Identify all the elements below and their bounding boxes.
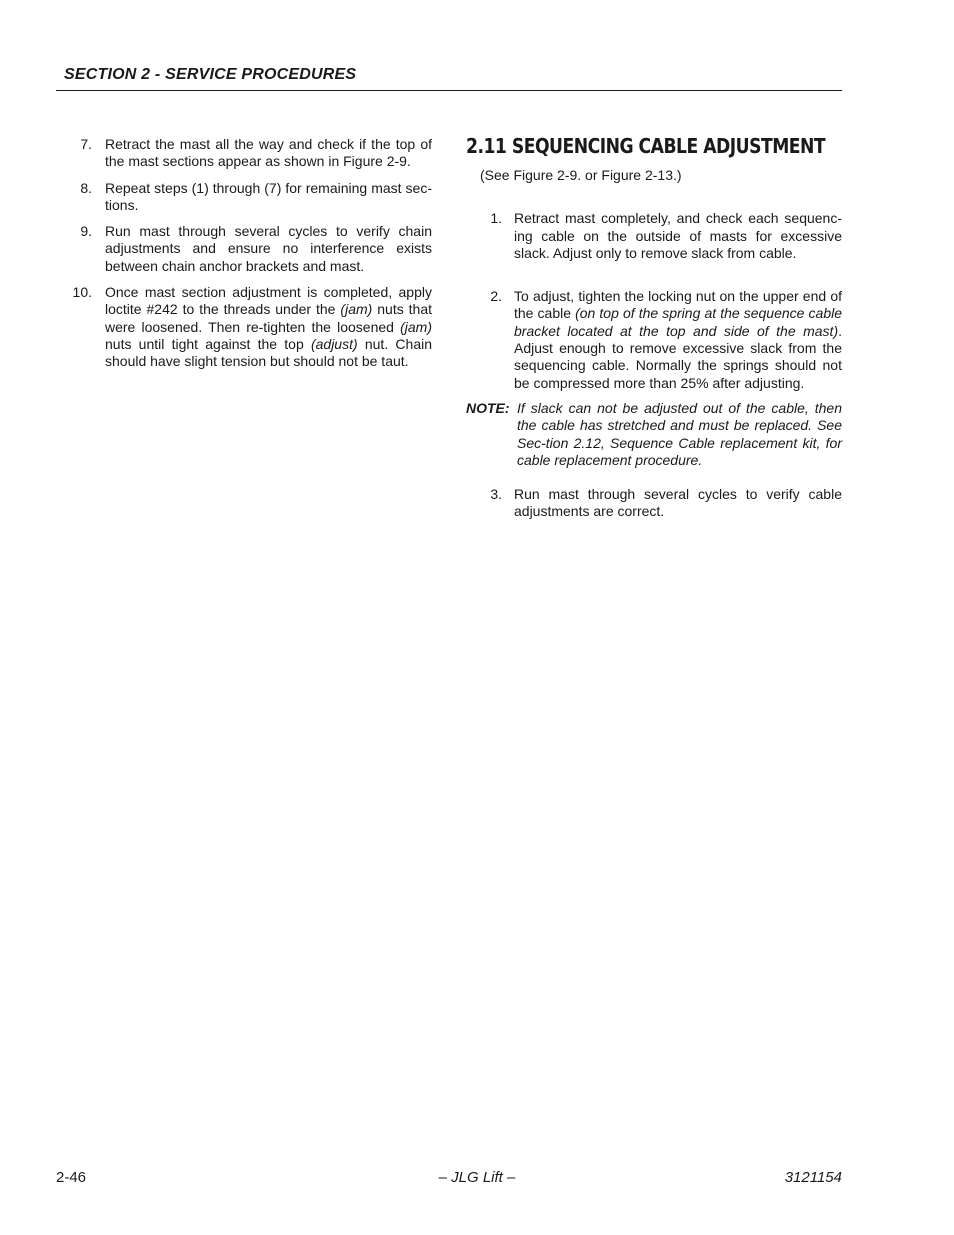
step-number: 8. [80, 179, 92, 196]
page-header [56, 64, 842, 91]
step-8 [70, 180, 432, 215]
left-column [70, 136, 432, 380]
step-number: 7. [80, 136, 92, 152]
right-column [466, 133, 842, 530]
cable-step-3 [490, 486, 842, 521]
step-number: 3. [490, 486, 502, 503]
step-text: To adjust, tighten the locking nut on the upper end of the cable (on top of the spring at the sequence cable bracket located at the top and side of the mast). Adjust enough to remove excessive slack from the sequencing cable. Normally the springs should not be compressed more than 25% after adjusting. [514, 288, 842, 391]
step-number: 10. [72, 284, 92, 301]
step-text: Retract the mast all the way and check if the top of the mast sections appear as shown in Figure 2-9. [105, 136, 432, 170]
footer-publisher: – JLG Lift – [438, 1169, 516, 1186]
figure-reference: (See Figure 2-9. or Figure 2-13.) [480, 167, 682, 183]
step-text: Once mast section adjustment is completed, apply loctite #242 to the threads under the (jam) nuts that were loosened. Then re-tighten the loosened (jam) nuts until tight against the top (adjust) nut. Chain should have slight tension but should not be taut. [105, 284, 433, 370]
section-header-title: SECTION 2 - SERVICE PROCEDURES [64, 66, 357, 83]
step-9 [70, 223, 432, 275]
note-label: NOTE: [466, 399, 510, 416]
step-text: Run mast through several cycles to verify chain adjustments and ensure no interference exists between chain anchor brackets and mast. [105, 223, 432, 274]
cable-step-2 [490, 288, 842, 392]
footer-doc-number: 3121154 [784, 1169, 842, 1186]
step-10 [70, 284, 432, 370]
step-7 [70, 136, 432, 171]
step-number: 1. [490, 210, 502, 227]
footer-page-number: 2-46 [56, 1169, 87, 1186]
note-block [466, 400, 842, 469]
step-text: Run mast through several cycles to verify cable adjustments are correct. [514, 486, 842, 520]
note-text: If slack can not be adjusted out of the cable, then the cable has stretched and must be replaced. See Sec-tion 2.12, Sequence Cable replacement kit, for cable replacement procedure. [517, 399, 842, 468]
step-text: Retract mast completely, and check each sequenc-ing cable on the outside of masts for excessive slack. Adjust only to remove slack from cable. [514, 210, 842, 261]
section-heading: 2.11 SEQUENCING CABLE ADJUSTMENT [466, 134, 826, 158]
step-number: 9. [80, 223, 92, 240]
step-number: 2. [490, 288, 502, 305]
cable-step-1 [490, 210, 842, 262]
step-text: Repeat steps (1) through (7) for remaining mast sec-tions. [105, 179, 432, 213]
